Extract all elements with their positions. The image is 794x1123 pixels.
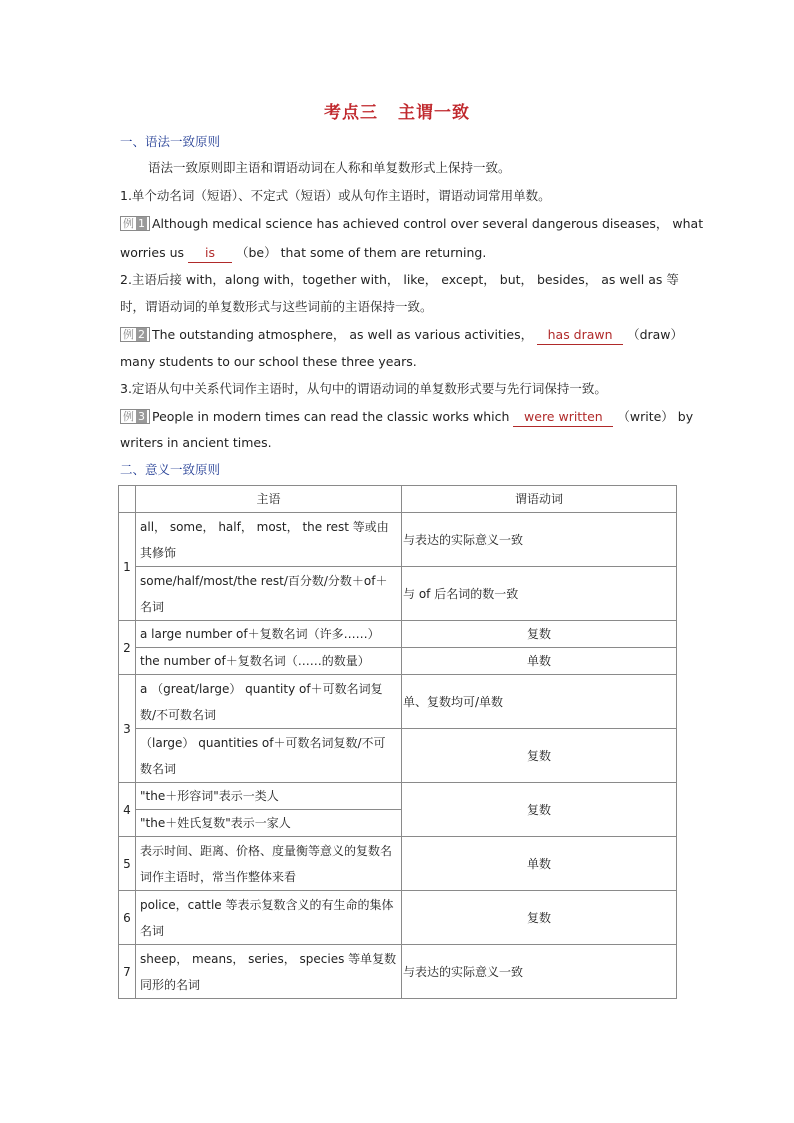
subject-cell: 表示时间、距离、价格、度量衡等意义的复数名词作主语时，常当作整体来看 <box>136 837 402 891</box>
answer-blank-2: has drawn <box>537 326 623 345</box>
table-row <box>119 945 677 999</box>
verb-cell: 与 of 后名词的数一致 <box>402 567 677 621</box>
verb-cell: 复数 <box>402 891 677 945</box>
row-number: 1 <box>119 513 136 621</box>
subject-cell: the number of＋复数名词（……的数量） <box>136 648 402 675</box>
subject-cell: police，cattle 等表示复数含义的有生命的集体名词 <box>136 891 402 945</box>
example-3-line2: writers in ancient times. <box>120 435 272 450</box>
table-header-subject: 主语 <box>136 486 402 513</box>
subject-cell: "the＋形容词"表示一类人 <box>136 783 402 810</box>
verb-cell: 与表达的实际意义一致 <box>402 513 677 567</box>
row-number: 6 <box>119 891 136 945</box>
example-1-line2: worries us is （be） that some of them are returning. <box>120 244 660 263</box>
table-row <box>119 729 677 783</box>
subject-cell: a large number of＋复数名词（许多……） <box>136 621 402 648</box>
row-number: 2 <box>119 621 136 675</box>
page-title <box>0 98 794 123</box>
example-2-line2: many students to our school these three years. <box>120 354 417 369</box>
table-header-verb: 谓语动词 <box>402 486 677 513</box>
verb-cell: 与表达的实际意义一致 <box>402 945 677 999</box>
table-row <box>119 513 677 567</box>
example-3-line1: 例 3 People in modern times can read the classic works which were written （write） by <box>120 408 660 427</box>
example-1-line1: 例 1 Although medical science has achieved control over several dangerous diseases， what <box>120 215 660 233</box>
subject-cell: （large） quantities of＋可数名词复数/不可数名词 <box>136 729 402 783</box>
example-badge: 例 3 <box>120 409 150 424</box>
section1-intro: 语法一致原则即主语和谓语动词在人称和单复数形式上保持一致。 <box>148 160 511 175</box>
agreement-table <box>118 485 677 999</box>
subject-cell: sheep， means， series， species 等单复数同形的名词 <box>136 945 402 999</box>
title-part2: 主谓一致 <box>398 103 470 123</box>
rule-1: 1.单个动名词（短语）、不定式（短语）或从句作主语时，谓语动词常用单数。 <box>120 188 551 203</box>
section1-heading: 一、语法一致原则 <box>120 134 221 149</box>
verb-cell: 单数 <box>402 837 677 891</box>
subject-cell: all， some， half， most， the rest 等或由其修饰 <box>136 513 402 567</box>
table-header-num <box>119 486 136 513</box>
rule-3: 3.定语从句中关系代词作主语时，从句中的谓语动词的单复数形式要与先行词保持一致。 <box>120 381 607 396</box>
table-row <box>119 837 677 891</box>
table-row <box>119 675 677 729</box>
row-number: 4 <box>119 783 136 837</box>
title-part1: 考点三 <box>324 103 378 123</box>
table-row <box>119 891 677 945</box>
row-number: 3 <box>119 675 136 783</box>
table-header-row <box>119 486 677 513</box>
rule-2-line2: 时，谓语动词的单复数形式与这些词前的主语保持一致。 <box>120 299 433 314</box>
subject-cell: a （great/large） quantity of＋可数名词复数/不可数名词 <box>136 675 402 729</box>
verb-cell: 复数 <box>402 621 677 648</box>
example-2-line1: 例 2 The outstanding atmosphere， as well as various activities， has drawn （draw） <box>120 326 660 345</box>
subject-cell: some/half/most/the rest/百分数/分数＋of＋名词 <box>136 567 402 621</box>
example-badge: 例 2 <box>120 327 150 342</box>
answer-blank-3: were written <box>513 408 613 427</box>
row-number: 5 <box>119 837 136 891</box>
table-row <box>119 621 677 648</box>
answer-blank-1: is <box>188 244 232 263</box>
verb-cell: 单、复数均可/单数 <box>402 675 677 729</box>
verb-cell: 复数 <box>402 783 677 837</box>
verb-cell: 单数 <box>402 648 677 675</box>
subject-cell: "the＋姓氏复数"表示一家人 <box>136 810 402 837</box>
example-badge: 例 1 <box>120 216 150 231</box>
verb-cell: 复数 <box>402 729 677 783</box>
row-number: 7 <box>119 945 136 999</box>
section2-heading: 二、意义一致原则 <box>120 462 221 477</box>
rule-2-line1: 2.主语后接 with，along with，together with， like， except， but， besides， as well as 等 <box>120 272 679 287</box>
table-row <box>119 648 677 675</box>
table-row <box>119 783 677 810</box>
table-row <box>119 567 677 621</box>
